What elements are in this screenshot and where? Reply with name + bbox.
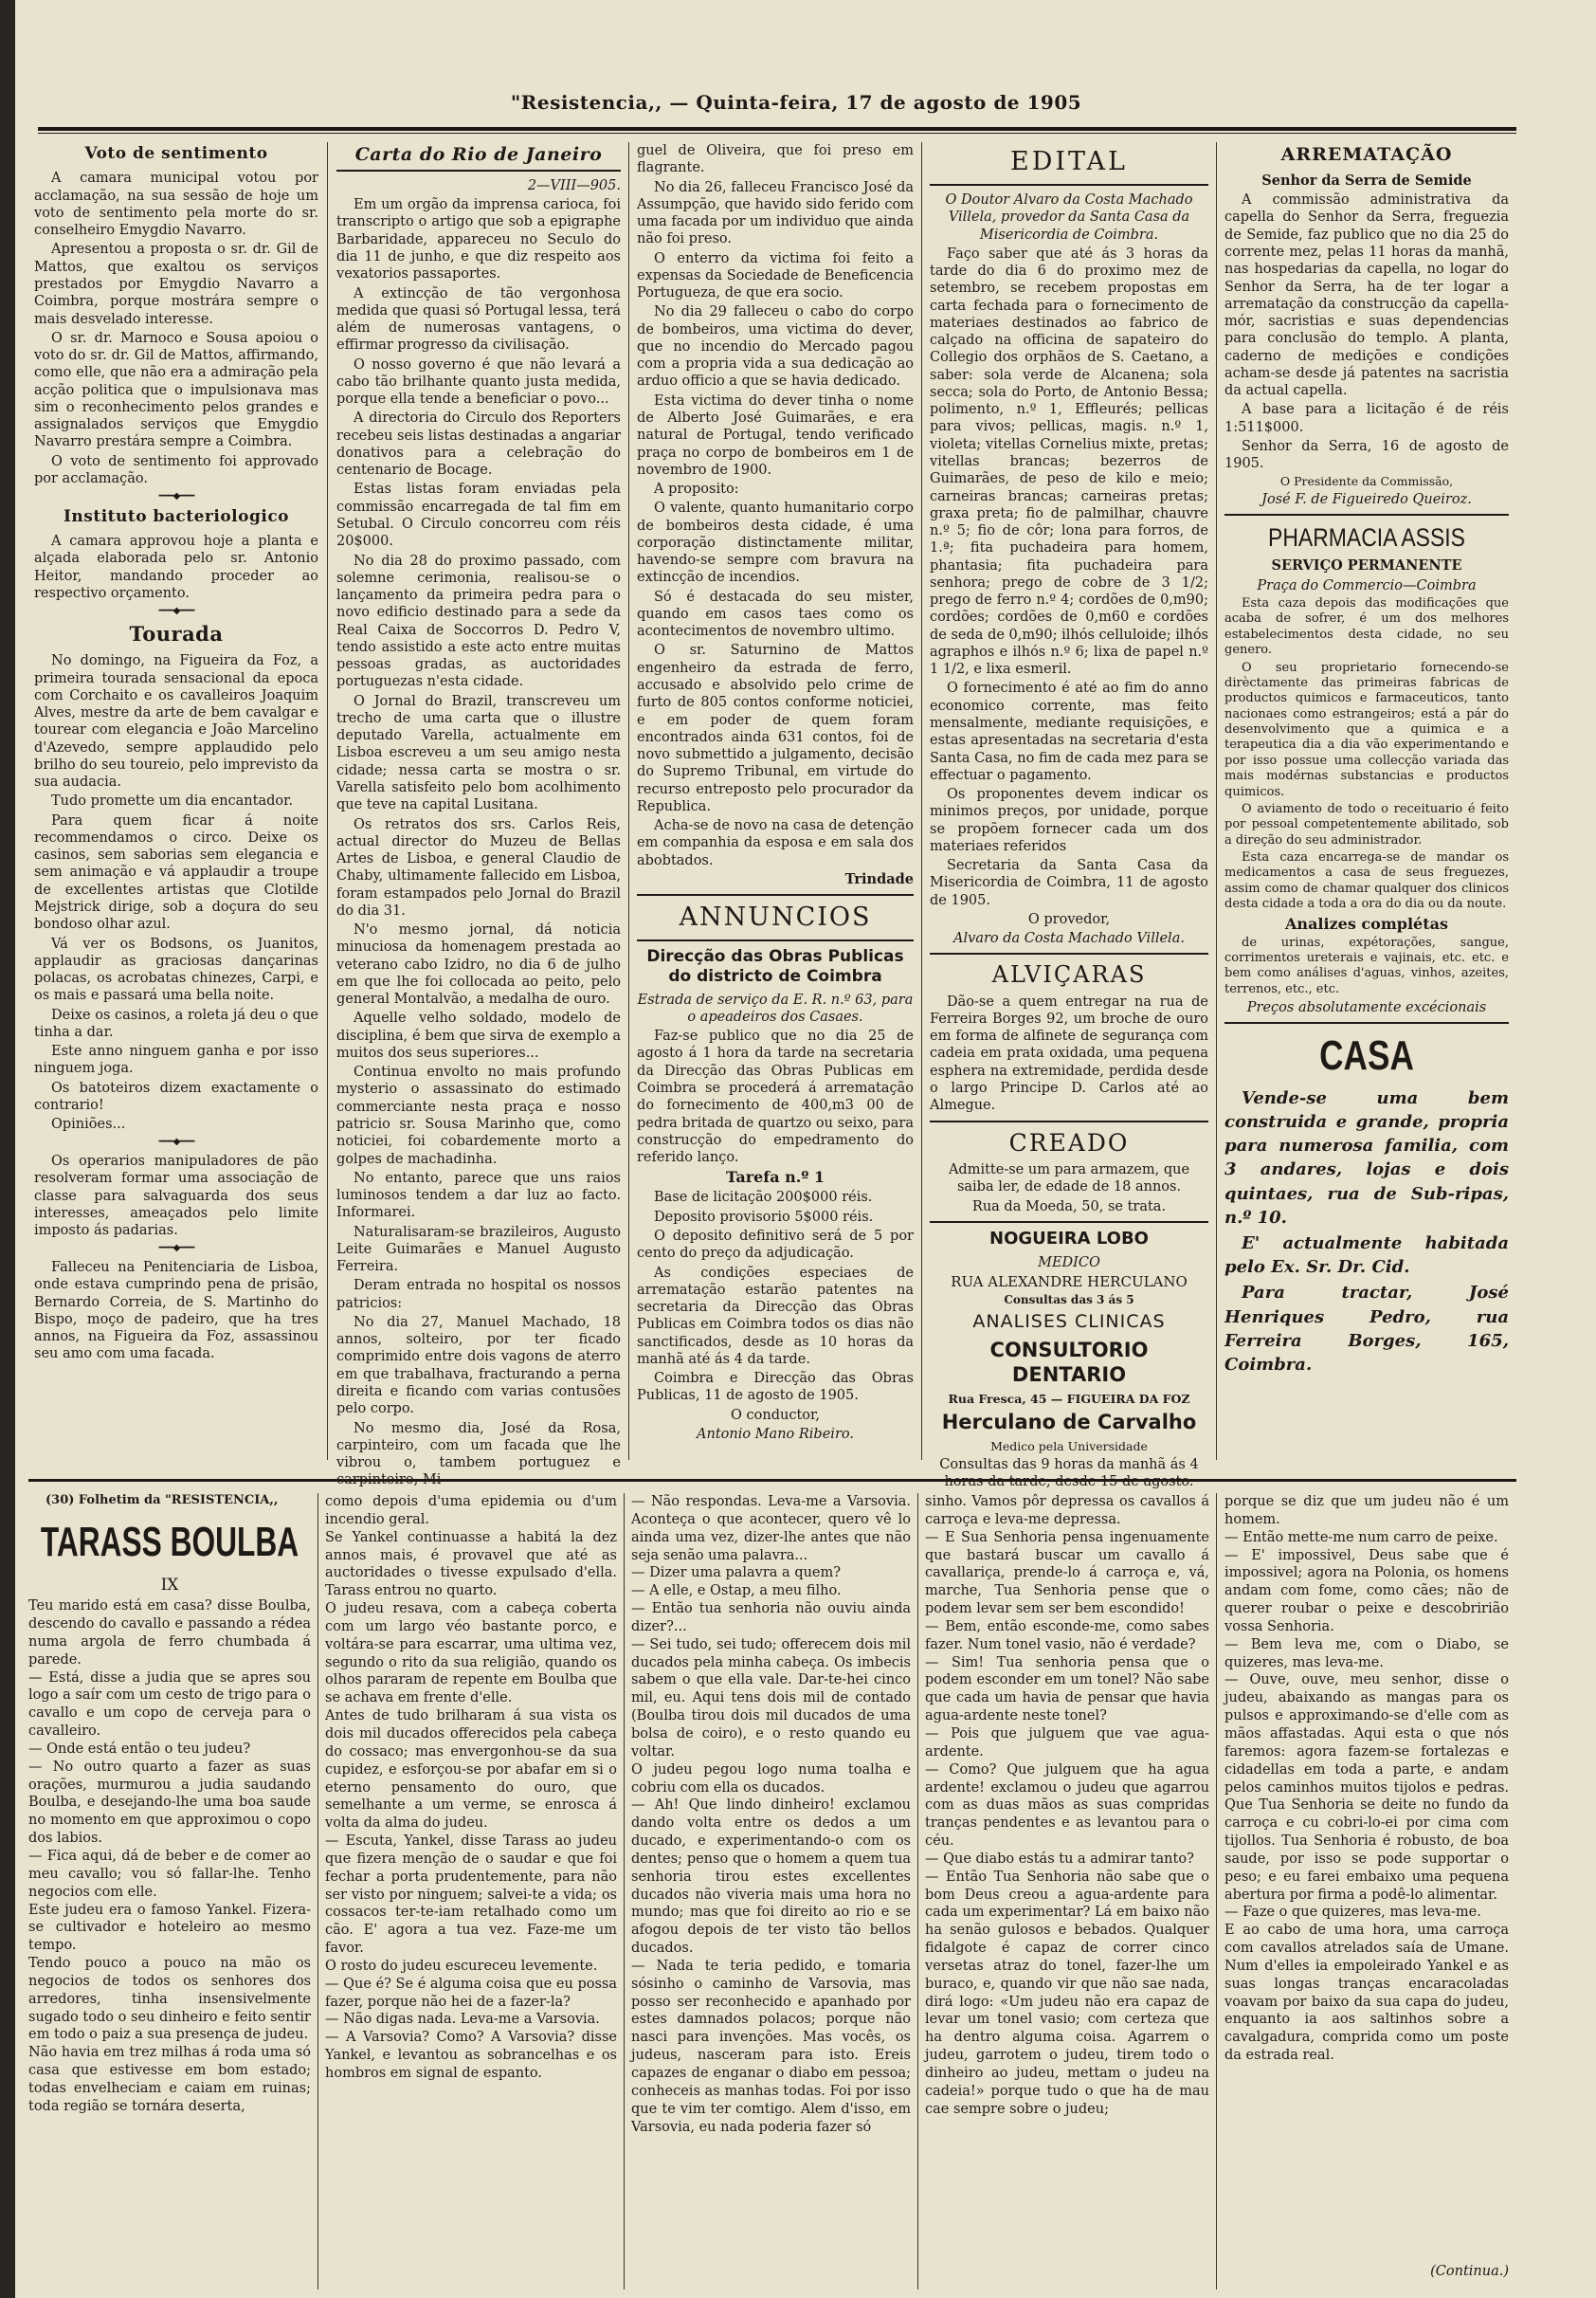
tourada-p4: Vá ver os Bodsons, os Juanitos, applaudir as graciosas dançarinas polacas, os acrobatas chinezes, Carpi, e os mais e passará uma bella noite. xyxy=(34,936,318,1004)
carta-cont-p4: No dia 29 falleceu o cabo do corpo de bombeiros, uma victima do dever, que no incendio do Mercado pagou com a propria vida a sua dedicação ao arduo officio a que se havia dedicado. xyxy=(637,304,914,390)
arrematacao-p4: O Presidente da Commissão, xyxy=(1279,474,1454,489)
folhetim-column-2: como depois d'uma epidemia ou d'um incendio geral. Se Yankel continuasse a habitá la dez annos mais, é provavel que até as auctoridades o tivesse expulsado d'ella. Tarass entrou no quarto. O judeu resava, com a cabeça coberta com um largo véo bastante porco, e voltára-se para escarrar, uma ultima vez, segundo o rito da sua religião, quando os olhos pararam de repente em Boulba que se achava em frente d'elle. Antes de tudo brilharam á sua vista os dois mil ducados offerecidos pela cabeça do cossaco; mas envergonhou-se da sua cupidez, e esforçou-se por abafar em si o eterno pensamento do ouro, que semelhante a um verme, se enrosca á volta da alma do judeu. — Escuta, Yankel, disse Tarass ao judeu que fizera menção de o saudar e que foi fechar a porta prudentemente, para não ser visto por ninguem; salvei-te a vida; os cossacos ter-te-iam retalhado como um cão. E' agora a tua vez. Faze-me um favor. O rosto do judeu escureceu levemente. — Que é? Se é alguma coisa que eu possa fazer, porque não hei de a fazer-la? — Não digas nada. Leva-me a Varsovia. — A Varsovia? Como? A Varsovia? disse Yankel, e levantou as sobrancelhas e os hombros em signal de espanto. xyxy=(325,1494,617,2081)
pharmacia-analises-title: Analizes complétas xyxy=(1285,914,1448,933)
column-divider xyxy=(921,142,922,1460)
inst-p1: A camara approvou hoje a planta e alçada elaborada pelo sr. Antonio Heitor, mandando proceder ao respectivo orçamento. xyxy=(34,534,318,601)
creado-p1: Admitte-se um para armazem, que saiba ler, de edade de 18 annos. xyxy=(948,1162,1190,1195)
arrematacao-p1: A commissão administrativa da capella do Senhor da Serra, freguezia de Semide, faz publico que no dia 25 do corrente mez, pelas 11 horas da manhã, nas hospedarias da capella, no logar do Senhor da Serra, ha de ter logar a arrematação da construcção da capella-mór, sacristias e suas dependencias para conclusão do templo. A planta, caderno de medições e condições acham-se desde já patentes na sacristia da actual capella. xyxy=(1224,192,1509,399)
obras-p3: As condições especiaes de arrematação estarão patentes na secretaria da Direcção das Obras Publicas em Coimbra todos os dias não sanctificados, desde as 10 horas da manhã até ás 4 da tarde. xyxy=(637,1265,914,1367)
masthead: "Resistencia,, — Quinta-feira, 17 de agosto de 1905 xyxy=(510,91,1082,114)
carta-p4: A directoria do Circulo dos Reporters recebeu seis listas destinadas a angariar donativos para a celebração do centenario de Bocage. xyxy=(336,410,622,479)
separator-ornament: ━━━◆━━━ xyxy=(158,606,194,617)
arrematacao-p2: A base para a licitação é de réis 1:511$000. xyxy=(1224,402,1509,435)
folhetim-divider xyxy=(624,1493,625,2289)
carta-p5: Estas listas foram enviadas pela commissão encarregada de tal fim em Setubal. O Circulo concorreu com réis 20$000. xyxy=(336,482,621,550)
inst-title: Instituto bacteriologico xyxy=(63,506,290,526)
carta-p6: No dia 28 do proximo passado, com solemne cerimonia, realisou-se o lançamento da primeira pedra para o novo edificio destinado para a sede da Real Caixa de Soccorros D. Pedro V, tendo assistido a este acto entre muitas pessoas gradas, as auctoridades portuguezas n'esta cidade. xyxy=(336,553,621,690)
carta-cont-p5: Esta victima do dever tinha o nome de Alberto José Guimarães, e era natural de Portugal, tendo verificado praça no corpo de bombeiros em 1 de novembro de 1900. xyxy=(637,392,914,478)
tourada-p7: Os batoteiros dizem exactamente o contrario! xyxy=(34,1080,318,1113)
header-rule xyxy=(38,127,1516,131)
voto-p2: Apresentou a proposta o sr. dr. Gil de Mattos, que exaltou os serviços prestados por Emygdio Navarro a Coimbra, porque mostrára sempre o mais desvelado interesse. xyxy=(34,242,318,327)
provedor-name: Alvaro da Costa Machado Villela. xyxy=(953,931,1185,947)
separator-ornament: ━━━◆━━━ xyxy=(158,1243,194,1254)
deposito-provisorio: Deposito provisorio 5$000 réis. xyxy=(654,1209,874,1225)
voto-p4: O voto de sentimento foi approvado por acclamação. xyxy=(34,453,318,486)
tarefa-label: Tarefa n.º 1 xyxy=(725,1168,825,1187)
carta-p15: No dia 27, Manuel Machado, 18 annos, solteiro, por ter ficado comprimido entre dois vagons de aterro em que trabalhava, fracturando a perna direita e ficando com varias contusões pelo corpo. xyxy=(336,1314,621,1417)
section-rule xyxy=(637,939,914,941)
carta-p11: Continua envolto no mais profundo mysterio o assassinato do estimado commerciante nesta praça e nosso patricio sr. Sousa Marinho que, como noticiei, foi cobardemente morto a golpes de machadinha. xyxy=(336,1065,621,1167)
separator-ornament: ━━━◆━━━ xyxy=(158,491,194,502)
nogueira-sub: MEDICO xyxy=(1038,1254,1100,1270)
annuncios-title: ANNUNCIOS xyxy=(679,903,872,933)
header-rule-thin xyxy=(38,133,1516,134)
voto-p3: O sr. dr. Marnoco e Sousa apoiou o voto do sr. dr. Gil de Mattos, affirmando, como elle, que não era a admiração pela acção politica que o impulsionava mas sim o reconhecimento pelos grandes e assignalados serviços que Emygdio Navarro prestára sempre a Coimbra. xyxy=(34,330,318,450)
tourada-p8: Opiniões... xyxy=(51,1117,126,1133)
carta-title: Carta do Rio de Janeiro xyxy=(336,144,621,172)
folhetim-column-3: — Não respondas. Leva-me a Varsovia. Aconteça o que acontecer, quero vê lo ainda uma vez, dizer-lhe antes que não seja senão uma palavra... — Dizer uma palavra a quem? — A elle, e Ostap, a meu filho. — Então tua senhoria não ouviu ainda dizer?... — Sei tudo, sei tudo; offerecem dois mil ducados pela minha cabeça. Os imbecis sabem o que ella vale. Dar-te-hei cinco mil, eu. Aqui tens dois mil de contado (Boulba tirou dois mil ducados de uma bolsa de coiro), e o resto quando eu voltar. O judeu pegou logo numa toalha e cobriu com ella os ducados. — Ah! Que lindo dinheiro! exclamou dando volta entre os dedos a um ducado, e experimentando-o com os dentes; penso que o homem a quem tua senhoria tirou estes excellentes ducados não viveria mais uma hora no mundo; mas que foi direito ao rio e se afogou depois de ter visto tão bellos ducados. — Nada te teria pedido, e tomaria sósinho o caminho de Varsovia, mas posso ser reconhecido e apanhado por estes damnados polacos; porque não nasci para invenções. Mas vocês, os judeus, nasceram para isto. Ereis capazes de enganar o diabo em pessoa; conheceis as manhas todas. Foi por isso que te vim ter comtigo. Alem d'isso, em Varsovia, eu nada poderia fazer só xyxy=(631,1494,911,2135)
obras-subtitle: Estrada de serviço da E. R. n.º 63, para o apeadeiros dos Casaes. xyxy=(637,992,914,1025)
folhetim-divider xyxy=(917,1493,918,2289)
pharmacia-p1: Esta caza depois das modificações que acaba de sofrer, é um dos melhores estabelecimentos desta cidade, no seu genero. xyxy=(1224,596,1509,658)
column-divider xyxy=(628,142,629,1460)
section-rule xyxy=(1224,1022,1509,1024)
section-rule xyxy=(930,1221,1208,1223)
edital-title: EDITAL xyxy=(1010,147,1128,176)
provedor-label: O provedor, xyxy=(1027,911,1111,927)
folhetim-divider xyxy=(1216,1493,1217,2289)
nogueira-title: NOGUEIRA LOBO xyxy=(989,1228,1149,1249)
folhetim-divider xyxy=(317,1493,318,2289)
carta-date: 2—VIII—905. xyxy=(527,177,621,193)
folhetim-text-1: Teu marido está em casa? disse Boulba, descendo do cavallo e passando a rédea numa argola de ferro chumbada á parede. — Está, disse a judia que se apres sou logo a saír com um cesto de trigo para o cavallo e um copo de cerveja para o cavalleiro. — Onde está então o teu judeu? — No outro quarto a fazer as suas orações, murmurou a judia saudando Boulba, e desejando-lhe uma boa saude no momento em que approximou o copo dos labios. — Fica aqui, dá de beber e de comer ao meu cavallo; vou só fallar-lhe. Tenho negocios com elle. Este judeu era o famoso Yankel. Fizera-se cultivador e hoteleiro ao mesmo tempo. Tendo pouco a pouco na mão os negocios de todos os senhores dos arredores, tinha insensivelmente sugado todo o seu dinheiro e feito sentir em todo o paiz a sua presença de judeu. Não havia em trez milhas á roda uma só casa que estivesse em bom estado; todas envelheciam e caiam em ruinas; toda região se tornára deserta, xyxy=(28,1598,311,2114)
carta-p3: O nosso governo é que não levará a cabo tão brilhante quanto justa medida, porque ella tende a beneficiar o povo... xyxy=(336,356,621,408)
obras-p4: Coimbra e Direcção das Obras Publicas, 11 de agosto de 1905. xyxy=(637,1371,914,1404)
pharmacia-address: Praça do Commercio—Coimbra xyxy=(1257,577,1477,593)
obras-title: Direcção das Obras Publicas do districto de Coimbra xyxy=(646,947,904,987)
column-divider xyxy=(327,142,328,1460)
carta-cont-p6: A proposito: xyxy=(654,482,739,498)
nogueira-hours: Consultas das 3 ás 5 xyxy=(1004,1292,1134,1306)
page-gutter xyxy=(0,0,15,2298)
base-licitacao: Base de licitação 200$000 réis. xyxy=(654,1190,873,1206)
consultorio-title: CONSULTORIO DENTARIO xyxy=(989,1338,1149,1387)
operarios-p1: Os operarios manipuladores de pão resolveram formar uma associação de classe para salvaguarda dos seus interesses, ameaçados pelo limite imposto ás padarias. xyxy=(34,1154,318,1239)
pharmacia-precos: Preços absolutamente excécionais xyxy=(1246,1000,1487,1016)
folhetim-continua: (Continua.) xyxy=(1430,2264,1509,2279)
casa-p1: Vende-se uma bem construida e grande, propria para numerosa familia, com 3 andares, lojas e dois quintaes, rua de Sub-ripas, n.º 10. xyxy=(1224,1087,1509,1228)
alvicaras-title: ALVIÇARAS xyxy=(991,961,1147,989)
carta-cont-p7: O valente, quanto humanitario corpo de bombeiros desta cidade, é uma corporação distinctamente militar, havendo-se sempre com bravura na extincção de incendios. xyxy=(637,501,914,586)
arrematacao-title: ARREMATAÇÃO xyxy=(1280,144,1453,165)
carta-cont-p3: O enterro da victima foi feito a expensas da Sociedade de Beneficencia Portugueza, de que era socio. xyxy=(637,250,914,301)
carta-p16: No mesmo dia, José da Rosa, carpinteiro, com um facada que lhe vibrou o, tambem portuguez e xyxy=(336,1420,621,1471)
folhetim-chapter: IX xyxy=(160,1576,179,1596)
tourada-p5: Deixe os casinos, a roleta já deu o que tinha a dar. xyxy=(34,1007,318,1040)
arrematacao-p3: Senhor da Serra, 16 de agosto de 1905. xyxy=(1224,438,1509,472)
analises-title: ANALISES CLINICAS xyxy=(972,1310,1166,1332)
section-rule xyxy=(1224,514,1509,516)
herculano-sub: Medico pela Universidade xyxy=(990,1438,1148,1453)
pharmacia-analises-p: de urinas, expétorações, sangue, corrimentos ureterais e vajinais, etc. etc. e bem como análises d'aguas, vinhos, azeites, terrenos, etc., etc. xyxy=(1224,935,1509,996)
folhetim-column-1 xyxy=(28,1493,311,2289)
casa-p2: E' actualmente habitada pelo Ex. Sr. Dr. Cid. xyxy=(1224,1233,1509,1278)
tourada-p1: No domingo, na Figueira da Foz, a primeira tourada sensacional da epoca com Corchaito e os cavalleiros Joaquim Alves, mestre da arte de bem cavalgar e tourear com elegancia e João Marcelino d'Azevedo, sempre applaudido pelo brilho do seu toureio, pelo imprevisto da sua audacia. xyxy=(34,653,318,791)
conductor-name: Antonio Mano Ribeiro. xyxy=(697,1426,854,1442)
carta-signature: Trindade xyxy=(844,870,914,887)
folhetim-title: TARASS BOULBA xyxy=(40,1518,299,1565)
separator-ornament: ━━━◆━━━ xyxy=(158,1137,194,1148)
creado-p2: Rua da Moeda, 50, se trata. xyxy=(971,1198,1167,1214)
alvicaras-p1: Dão-se a quem entregar na rua de Ferreira Borges 92, um broche de ouro em forma de alfinete de segurança com cadeia em prata oxidada, uma pequena esphera na extremidade, perdida desde o largo Principe D. Carlos até ao Almegue. xyxy=(930,994,1208,1114)
consultorio-address: Rua Fresca, 45 — FIGUEIRA DA FOZ xyxy=(948,1391,1190,1406)
herculano-title: Herculano de Carvalho xyxy=(941,1411,1197,1434)
carta-cont-p9: O sr. Saturnino de Mattos engenheiro da estrada de ferro, accusado e absolvido pelo crime de furto de 805 contos conforme noticiei, e em poder de quem foram encontrados ainda 631 contos, foi de novo submettido a julgamento, decisão do Supremo Tribunal, em virtude do recurso entreposto pelo procurador da Republica. xyxy=(637,643,914,814)
carta-p9: N'o mesmo jornal, dá noticia minuciosa da homenagem prestada ao veterano cabo Izidro, no dia 6 de julho em que lhe foi collocada ao peito, pelo general Montalvão, a medalha de ouro. xyxy=(336,922,621,1008)
casa-title: CASA xyxy=(1319,1032,1414,1080)
herculano-p1: Consultas das 9 horas da manhã ás 4 xyxy=(939,1456,1199,1472)
carta-cont-p8: Só é destacada do seu mister, quando em casos taes como os acontecimentos de novembro ultimo. xyxy=(637,589,914,640)
carta-p8: Os retratos dos srs. Carlos Reis, actual director do Muzeu de Bellas Artes de Lisboa, e general Claudio de Chaby, ultimamente fallecido em Lisboa, foram estampados pelo Jornal do Brazil do dia 31. xyxy=(336,816,621,919)
column-1 xyxy=(34,142,318,1460)
tourada-title: Tourada xyxy=(129,621,224,646)
folhetim-column-5: porque se diz que um judeu não é um homem. — Então mette-me num carro de peixe. — E' impossivel, Deus sabe que é impossivel; agora na Polonia, os homens andam com fome, como cães; não de querer roubar o peixe e descobririão vossa Senhoria. — Bem leva me, com o Diabo, se quizeres, mas leva-me. — Ouve, ouve, meu senhor, disse o judeu, abaixando as mangas para os pulsos e approximando-se d'elle com as mãos affastadas. Aqui esta o que nós faremos: agora fazem-se fortalezas e cidadellas em toda a parte, e andam pelos caminhos muitos tijolos e pedras. Que Tua Senhoria se deite no fundo da carroça e cu cobri-lo-ei por cima com tijollos. Tua Senhoria é robusto, de boa saude, por isso se pode supportar o peso; e eu farei embaixo uma pequena abertura por firma a podê-lo alimentar. — Faze o que quizeres, mas leva-me. E ao cabo de uma hora, uma carroça com cavallos atrelados saía de Umane. Num d'elles ia empoleirado Yankel e as suas longas tranças encaracoladas voavam por baixo da sua capa do judeu, enquanto ia aos saltinhos sobre a cavalgadura, comprida como um poste da estrada real. xyxy=(1224,1494,1509,2064)
section-rule xyxy=(637,894,914,896)
tourada-p3: Para quem ficar á noite recommendamos o circo. Deixe os casinos, sem saborias sem elegancia e sem animação e vá applaudir a troupe de excellentes artistas que Clotilde Mejstrick dirige, sob a doçura do seu bondoso olhar azul. xyxy=(34,812,318,933)
conductor-label: O conductor, xyxy=(731,1407,820,1423)
section-rule xyxy=(930,184,1208,186)
folhetim-label: (30) Folhetim da "RESISTENCIA,, xyxy=(45,1493,279,1507)
column-3 xyxy=(637,142,914,1460)
edital-p2: O fornecimento é até ao fim do anno economico corrente, mas feito mensalmente, mediante requisições, e estas apresentadas na secretaria d'esta Santa Casa, no fim de cada mez para se effectuar o pagamento. xyxy=(930,681,1208,783)
carta-p12: No entanto, parece que uns raios luminosos tendem a dar luz ao facto. Informarei. xyxy=(336,1170,621,1221)
nogueira-address: RUA ALEXANDRE HERCULANO xyxy=(951,1272,1188,1290)
column-5 xyxy=(1224,142,1509,1460)
falleceu-p1: Falleceu na Penitenciaria de Lisboa, onde estava cumprindo pena de prisão, Bernardo Correia, de S. Martinho do Bispo, moço de padeiro, que ha tres annos, na Figueira da Foz, assassinou seu amo com uma facada. xyxy=(34,1259,318,1362)
edital-p3: Os proponentes devem indicar os minimos preços, por unidade, porque se propõem fornecer cada um dos materiaes referidos xyxy=(930,787,1208,854)
pharmacia-title: PHARMACIA ASSIS xyxy=(1268,523,1465,553)
casa-p3: Para tractar, José Henriques Pedro, rua Ferreira Borges, 165, Coimbra. xyxy=(1224,1283,1509,1375)
folhetim-rule xyxy=(28,1479,1516,1482)
pharmacia-p3: O aviamento de todo o receituario é feito por pessoal competentemente abilitado, sob a direção do seu administrador. xyxy=(1224,801,1509,848)
column-4 xyxy=(930,142,1208,1472)
carta-cont-p1: guel de Oliveira, que foi preso em flagrante. xyxy=(637,143,914,176)
pharmacia-p4: Esta caza encarrega-se de mandar os medicamentos a casa de seus freguezes, assim como de chamar qualquer dos clinicos desta cidade a toda a ora do dia ou da noute. xyxy=(1224,850,1509,912)
voto-title: Voto de sentimento xyxy=(84,144,268,163)
column-divider xyxy=(1216,142,1217,1460)
pharmacia-p2: O seu proprietario fornecendo-se dirèctamente das primeiras fabricas de productos quimicos e farmaceuticos, tanto nacionaes como estrangeiros; está a pár do desenvolvimento que a quimica e a terapeutica dia a dia vão experimentando e por isso possue uma collecção variada das mais modérnas substancias e productos quimicos. xyxy=(1224,660,1509,799)
carta-p10: Aquelle velho soldado, modelo de disciplina, é bem que sirva de exemplo a muitos dos seus superiores... xyxy=(336,1011,621,1061)
pharmacia-sub: SERVIÇO PERMANENTE xyxy=(1271,557,1462,574)
carta-p7: O Jornal do Brazil, transcreveu um trecho de uma carta que o illustre deputado Varella, actualmente em Lisboa escreveu a um seu amigo nesta cidade; nessa carta se mostra o sr. Varella satisfeito pelo bom acolhimento que teve na capital Lusitana. xyxy=(336,693,621,813)
carta-cont-p2: No dia 26, falleceu Francisco José da Assumpção, que havido sido ferido com uma facada por um individuo que ainda não foi preso. xyxy=(637,179,914,247)
obras-p2: O deposito definitivo será de 5 por cento do preço da adjudicação. xyxy=(637,1229,914,1262)
tourada-p2: Tudo promette um dia encantador. xyxy=(51,793,294,810)
folhetim-column-4: sinho. Vamos pôr depressa os cavallos á carroça e leva-me depressa. — E Sua Senhoria pensa ingenuamente que bastará buscar um cavallo á cavallariça, prende-lo á carroça e, vá, marche, Tua Senhoria pense que o podem levar sem ser bem escondido! — Bem, então esconde-me, como sabes fazer. Num tonel vasio, não é verdade? — Sim! Tua senhoria pensa que o podem esconder em um tonel? Não sabe que cada um havia de pensar que havia agua-ardente neste tonel? — Pois que julguem que vae agua-ardente. — Como? Que julguem que ha agua ardente! exclamou o judeu que agarrou com as duas mãos as suas compridas tranças pendentes e as levantou para o céu. — Que diabo estás tu a admirar tanto? — Então Tua Senhoria não sabe que o bom Deus creou a agua-ardente para cada um experimentar? Lá em baixo não ha senão gulosos e bebados. Qualquer fidalgote é capaz de correr cinco versetas atraz do tonel, fazer-lhe um buraco, e, quando vir que não sae nada, dirá logo: «Um judeu não era capaz de levar um tonel vasio; com certeza que ha dentro alguma coisa. Agarrem o judeu, garrotem o judeu, tirem todo o dinheiro ao judeu, mettam o judeu na cadeia!» porque tudo o que ha de mau cae sempre sobre o judeu; xyxy=(925,1494,1209,2117)
carta-p2: A extincção de tão vergonhosa medida que quasi só Portugal lessa, terá além de numerosas vantagens, o effirmar progresso da civilisação. xyxy=(336,285,621,354)
arrematacao-sub: Senhor da Serra de Semide xyxy=(1261,172,1472,189)
tourada-p6: Este anno ninguem ganha e por isso ninguem joga. xyxy=(34,1044,318,1077)
section-rule xyxy=(930,953,1208,955)
edital-intro: O Doutor Alvaro da Costa Machado Villela, provedor da Santa Casa da Misericordia de Coimbra. xyxy=(945,192,1193,243)
voto-p1: A camara municipal votou por acclamação, na sua sessão de hoje um voto de sentimento pela morte do sr. conselheiro Emygdio Navarro. xyxy=(34,171,318,239)
edital-p1: Faço saber que até ás 3 horas da tarde do dia 6 do proximo mez de setembro, se recebem propostas em carta fechada para o fornecimento de materiaes destinados ao fabrico de calçado na officina de sapateiro do Collegio dos orphãos de S. Caetano, a saber: sola verde de Alcanena; sola secca; sola do Porto, de Antonio Bessa; polimento, n.º 1, Effleurés; pellicas para vivos; pellicas, magis. n.º 1, violeta; vitellas Cornelius mixte, pretas; vitellas brancas; bezerros de Guimarães, de peso de kilo e meio; carneiras brancas; carneiras pretas; graxa preta; fio de palmilhar, chauvre n.º 5; fio de côr; lona para forros, de 1.ª; fita puchadeira para homem, phantasia; fita puchadeira para senhora; prego de cobre de 3 1/2; prego de ferro n.º 4; cordões de 0,m90; cordões; cordões de 0,m60 e cordões de seda de 0,m90; ilhós celluloide; ilhós agraphos e ilhós n.º 6; lixa de papel n.º 1 1/2, e lixa esmeril. xyxy=(930,246,1208,678)
section-rule xyxy=(930,1121,1208,1122)
arrematacao-name: José F. de Figueiredo Queiroz. xyxy=(1261,492,1472,508)
carta-cont-p10: Acha-se de novo na casa de detenção em companhia da esposa e em sala dos abobtados. xyxy=(637,818,914,868)
creado-title: CREADO xyxy=(1008,1128,1130,1157)
carta-p1: Em um orgão da imprensa carioca, foi transcripto o artigo que sob a epigraphe Barbaridade, appareceu no Seculo do dia 11 de junho, e que diz respeito aos vexatorios passaportes. xyxy=(336,197,621,283)
carta-p13: Naturalisaram-se brazileiros, Augusto Leite Guimarães e Manuel Augusto Ferreira. xyxy=(336,1224,621,1275)
carta-p14: Deram entrada no hospital os nossos patricios: xyxy=(336,1278,621,1311)
obras-p1: Faz-se publico que no dia 25 de agosto á 1 hora da tarde na secretaria da Direcção das Obras Publicas em Coimbra se procederá á arrematação do fornecimento de 400,m3 00 de pedra britada de quartzo ou seixo, para construcção do empedramento do referido lanço. xyxy=(637,1029,914,1166)
column-2 xyxy=(336,142,622,1471)
edital-p4: Secretaria da Santa Casa da Misericordia de Coimbra, 11 de agosto de 1905. xyxy=(930,858,1208,908)
